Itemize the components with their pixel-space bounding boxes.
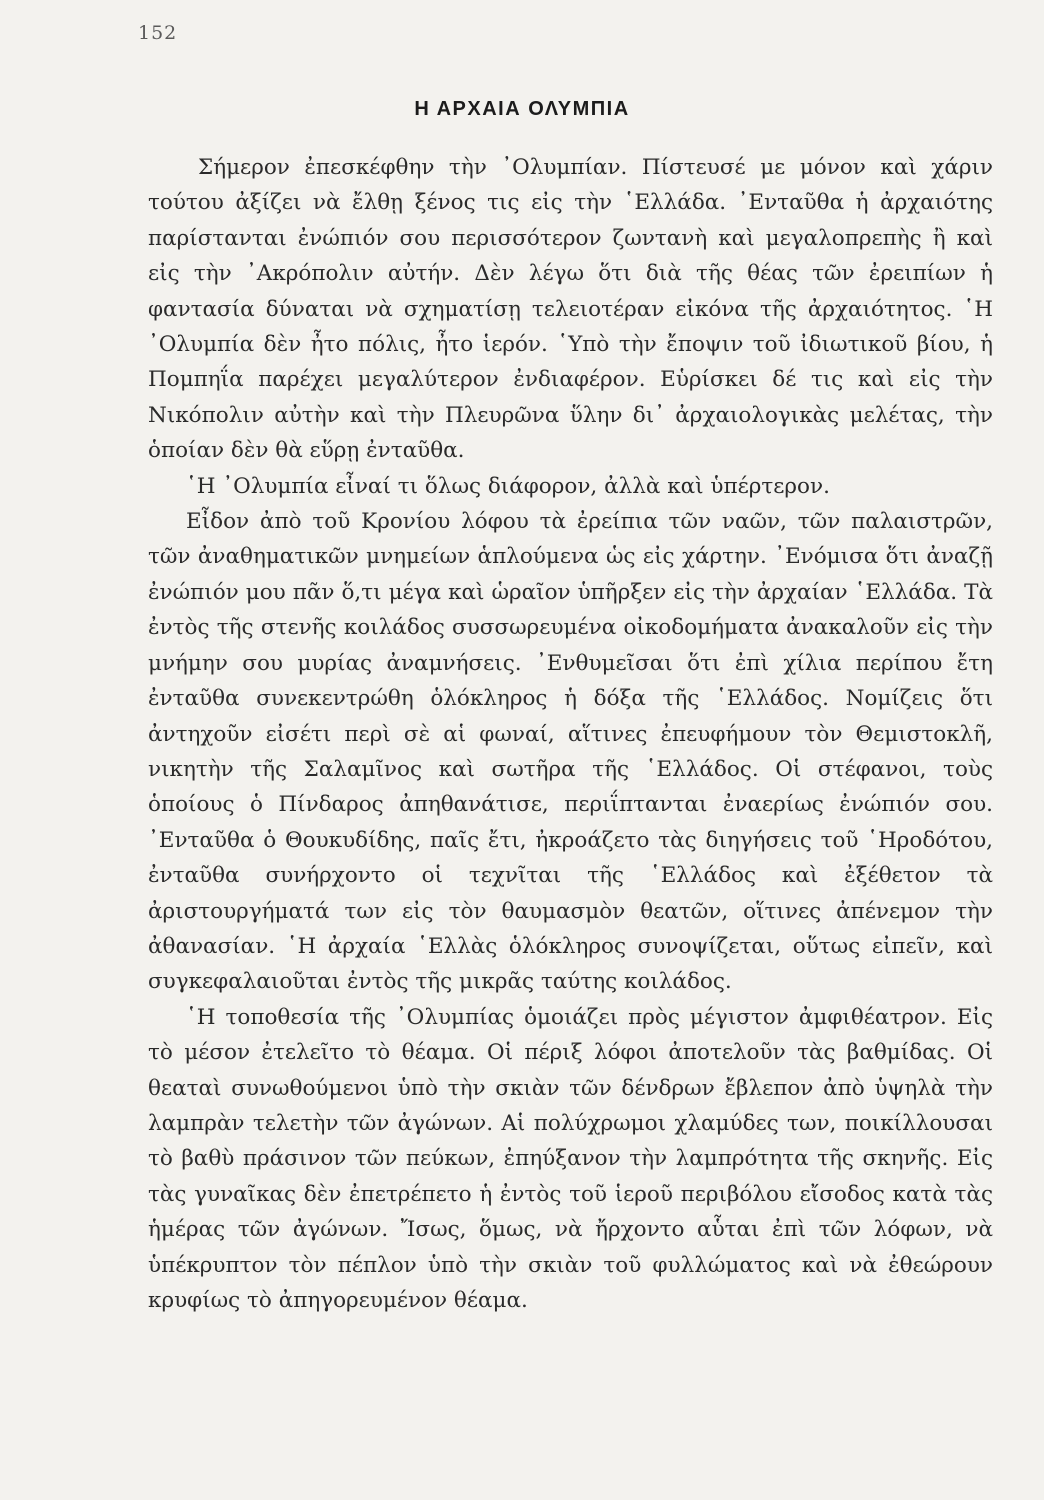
paragraph: ῾Η τοποθεσία τῆς ᾽Ολυμπίας ὁμοιάζει πρὸς μέγιστον ἀμφιθέατρον. Εἰς τὸ μέσον ἐτελεῖτο τὸ θέαμα. Οἱ πέριξ λόφοι ἀποτελοῦν τὰς βαθμίδας. Οἱ θεαταὶ συνωθούμενοι ὑπὸ τὴν σκιὰν τῶν δένδρων ἔβλεπον ἀπὸ ὑψηλὰ τὴν λαμπρὰν τελετὴν τῶν ἀγώνων. Αἱ πολύχρωμοι χλαμύδες των, ποικίλλουσαι τὸ βαθὺ πράσινον τῶν πεύκων, ἐπηύξανον τὴν λαμπρότητα τῆς σκηνῆς. Εἰς τὰς γυναῖκας δὲν ἐπετρέπετο ἡ ἐντὸς τοῦ ἱεροῦ περιβόλου εἴσοδος κατὰ τὰς ἡμέρας τῶν ἀγώνων. Ἴσως, ὅμως, νὰ ἤρχοντο αὗται ἐπὶ τῶν λόφων, νὰ ὑπέκρυπτον τὸν πέπλον ὑπὸ τὴν σκιὰν τοῦ φυλλώματος καὶ νὰ ἐθεώρουν κρυφίως τὸ ἀπηγορευμένον θέαμα. xyxy=(148,1004,993,1313)
body-text xyxy=(148,150,993,1318)
paragraph: Σήμερον ἐπεσκέφθην τὴν ᾽Ολυμπίαν. Πίστευσέ με μόνον καὶ χάριν τούτου ἀξίζει νὰ ἔλθῃ ξένος τις εἰς τὴν ῾Ελλάδα. ᾽Ενταῦθα ἡ ἀρχαιότης παρίστανται ἐνώπιόν σου περισσότερον ζωντανὴ καὶ μεγαλοπρεπὴς ἢ καὶ εἰς τὴν ᾽Ακρόπολιν αὐτήν. Δὲν λέγω ὅτι διὰ τῆς θέας τῶν ἐρειπίων ἡ φαντασία δύναται νὰ σχηματίσῃ τελειοτέραν εἰκόνα τῆς ἀρχαιότητος. ῾Η ᾽Ολυμπία δὲν ἦτο πόλις, ἦτο ἱερόν. ῾Υπὸ τὴν ἔποψιν τοῦ ἰδιωτικοῦ βίου, ἡ Πομπηΐα παρέχει μεγαλύτερον ἐνδιαφέρον. Εὑρίσκει δέ τις καὶ εἰς τὴν Νικόπολιν αὐτὴν καὶ τὴν Πλευρῶνα ὕλην δι᾽ ἀρχαιολογικὰς μελέτας, τὴν ὁποίαν δὲν θὰ εὕρῃ ἐνταῦθα. xyxy=(148,155,993,464)
chapter-title: Η ΑΡΧΑΙΑ ΟΛΥΜΠΙΑ xyxy=(414,98,630,120)
page-number: 152 xyxy=(138,22,178,44)
paragraph: Εἶδον ἀπὸ τοῦ Κρονίου λόφου τὰ ἐρείπια τῶν ναῶν, τῶν παλαιστρῶν, τῶν ἀναθηματικῶν μνημείων ἁπλούμενα ὡς εἰς χάρτην. ᾽Ενόμισα ὅτι ἀναζῇ ἐνώπιόν μου πᾶν ὅ,τι μέγα καὶ ὡραῖον ὑπῆρξεν εἰς τὴν ἀρχαίαν ῾Ελλάδα. Τὰ ἐντὸς τῆς στενῆς κοιλάδος συσσωρευμένα οἰκοδομήματα ἀνακαλοῦν εἰς τὴν μνήμην σου μυρίας ἀναμνήσεις. ᾽Ενθυμεῖσαι ὅτι ἐπὶ χίλια περίπου ἔτη ἐνταῦθα συνεκεντρώθη ὁλόκληρος ἡ δόξα τῆς ῾Ελλάδος. Νομίζεις ὅτι ἀντηχοῦν εἰσέτι περὶ σὲ αἱ φωναί, αἵτινες ἐπευφήμουν τὸν Θεμιστοκλῆ, νικητὴν τῆς Σαλαμῖνος καὶ σωτῆρα τῆς ῾Ελλάδος. Οἱ στέφανοι, τοὺς ὁποίους ὁ Πίνδαρος ἀπηθανάτισε, περιΐπτανται ἐναερίως ἐνώπιόν σου. ᾽Ενταῦθα ὁ Θουκυδίδης, παῖς ἔτι, ἠκροάζετο τὰς διηγήσεις τοῦ ῾Ηροδότου, ἐνταῦθα συνήρχοντο οἱ τεχνῖται τῆς ῾Ελλάδος καὶ ἐξέθετον τὰ ἀριστουργήματά των εἰς τὸν θαυμασμὸν θεατῶν, οἵτινες ἀπένεμον τὴν ἀθανασίαν. ῾Η ἀρχαία ῾Ελλὰς ὁλόκληρος συνοψίζεται, οὕτως εἰπεῖν, καὶ συγκεφαλαιοῦται ἐντὸς τῆς μικρᾶς ταύτης κοιλάδος. xyxy=(148,509,993,995)
paragraph: ῾Η ᾽Ολυμπία εἶναί τι ὅλως διάφορον, ἀλλὰ καὶ ὑπέρτερον. xyxy=(186,473,830,499)
